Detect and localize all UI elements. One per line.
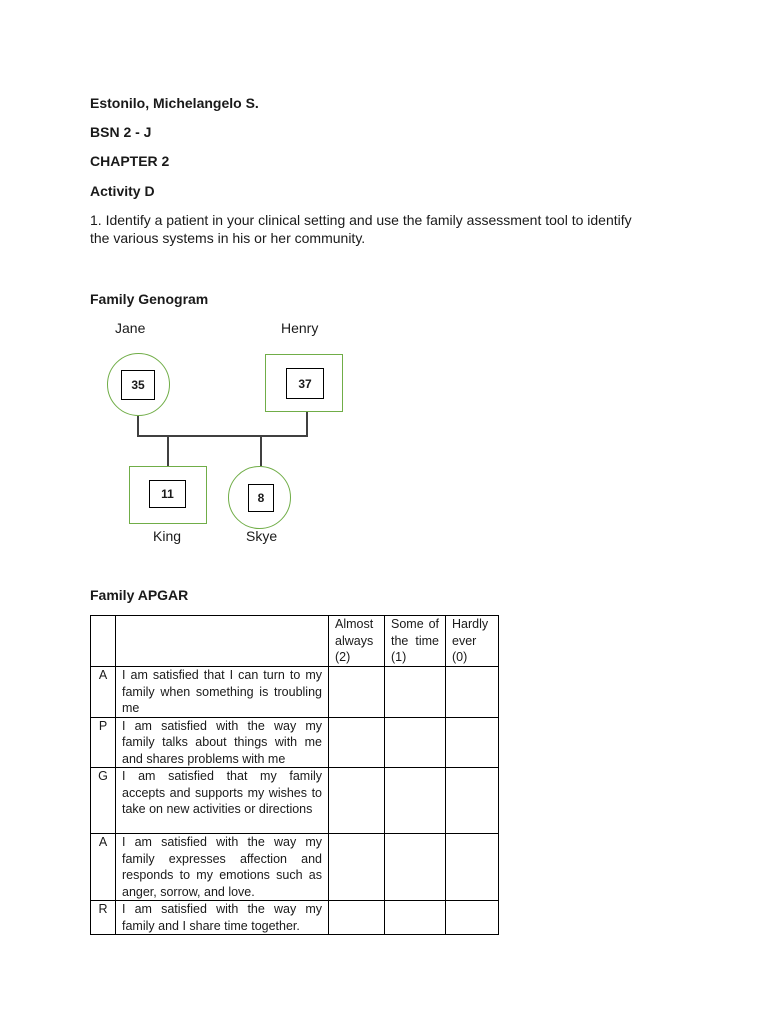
score-cell-almost-always[interactable] (329, 667, 385, 718)
table-row (91, 768, 499, 834)
instruction-paragraph (90, 211, 690, 247)
daughter-descent-line (260, 435, 262, 466)
score-cell-some-of-the-time[interactable] (385, 901, 446, 935)
table-row (91, 834, 499, 901)
son-name: King (153, 528, 182, 544)
father-age-box: 37 (286, 368, 324, 399)
table-row (91, 667, 499, 718)
header-some-of-the-time: Some of the time (1) (385, 616, 446, 667)
instruction-line-2: the various systems in his or her community. (90, 230, 366, 246)
son-age-box: 11 (149, 480, 186, 508)
header-almost-always: Almost always (2) (329, 616, 385, 667)
father-connector-line (306, 412, 308, 436)
table-row (91, 901, 499, 935)
score-cell-almost-always[interactable] (329, 901, 385, 935)
apgar-letter: P (91, 717, 116, 768)
activity-label: Activity D (90, 183, 155, 199)
apgar-statement: I am satisfied with the way my family expresses affection and responds to my emotions such as anger, sorrow, and love. (116, 834, 329, 901)
score-cell-hardly-ever[interactable] (446, 901, 499, 935)
genogram-title: Family Genogram (90, 291, 209, 307)
apgar-statement: I am satisfied that I can turn to my family when something is troubling me (116, 667, 329, 718)
score-cell-almost-always[interactable] (329, 834, 385, 901)
apgar-letter: G (91, 768, 116, 834)
marriage-line (137, 435, 308, 437)
score-cell-some-of-the-time[interactable] (385, 768, 446, 834)
chapter-label: CHAPTER 2 (90, 153, 170, 169)
apgar-statement: I am satisfied that my family accepts and supports my wishes to take on new activities or directions (116, 768, 329, 834)
apgar-header-row (91, 616, 499, 667)
mother-age-box: 35 (121, 370, 155, 400)
table-row (91, 717, 499, 768)
apgar-letter: A (91, 834, 116, 901)
apgar-statement: I am satisfied with the way my family talks about things with me and shares problems with me (116, 717, 329, 768)
mother-name: Jane (115, 320, 146, 336)
father-name: Henry (281, 320, 319, 336)
score-cell-hardly-ever[interactable] (446, 667, 499, 718)
score-cell-hardly-ever[interactable] (446, 717, 499, 768)
apgar-title: Family APGAR (90, 587, 189, 603)
daughter-name: Skye (246, 528, 278, 544)
score-cell-some-of-the-time[interactable] (385, 667, 446, 718)
score-cell-hardly-ever[interactable] (446, 834, 499, 901)
son-descent-line (167, 435, 169, 466)
header-empty-cell (91, 616, 116, 667)
score-cell-almost-always[interactable] (329, 768, 385, 834)
mother-connector-line (137, 416, 139, 436)
apgar-statement: I am satisfied with the way my family and I share time together. (116, 901, 329, 935)
daughter-age-box: 8 (248, 484, 274, 512)
score-cell-some-of-the-time[interactable] (385, 834, 446, 901)
instruction-line-1: 1. Identify a patient in your clinical setting and use the family assessment tool to identify (90, 212, 632, 228)
apgar-letter: R (91, 901, 116, 935)
student-name: Estonilo, Michelangelo S. (90, 95, 259, 111)
score-cell-some-of-the-time[interactable] (385, 717, 446, 768)
apgar-table (90, 615, 499, 935)
score-cell-almost-always[interactable] (329, 717, 385, 768)
section-label: BSN 2 - J (90, 124, 152, 140)
score-cell-hardly-ever[interactable] (446, 768, 499, 834)
header-empty-cell (116, 616, 329, 667)
header-hardly-ever: Hardly ever (0) (446, 616, 499, 667)
apgar-letter: A (91, 667, 116, 718)
